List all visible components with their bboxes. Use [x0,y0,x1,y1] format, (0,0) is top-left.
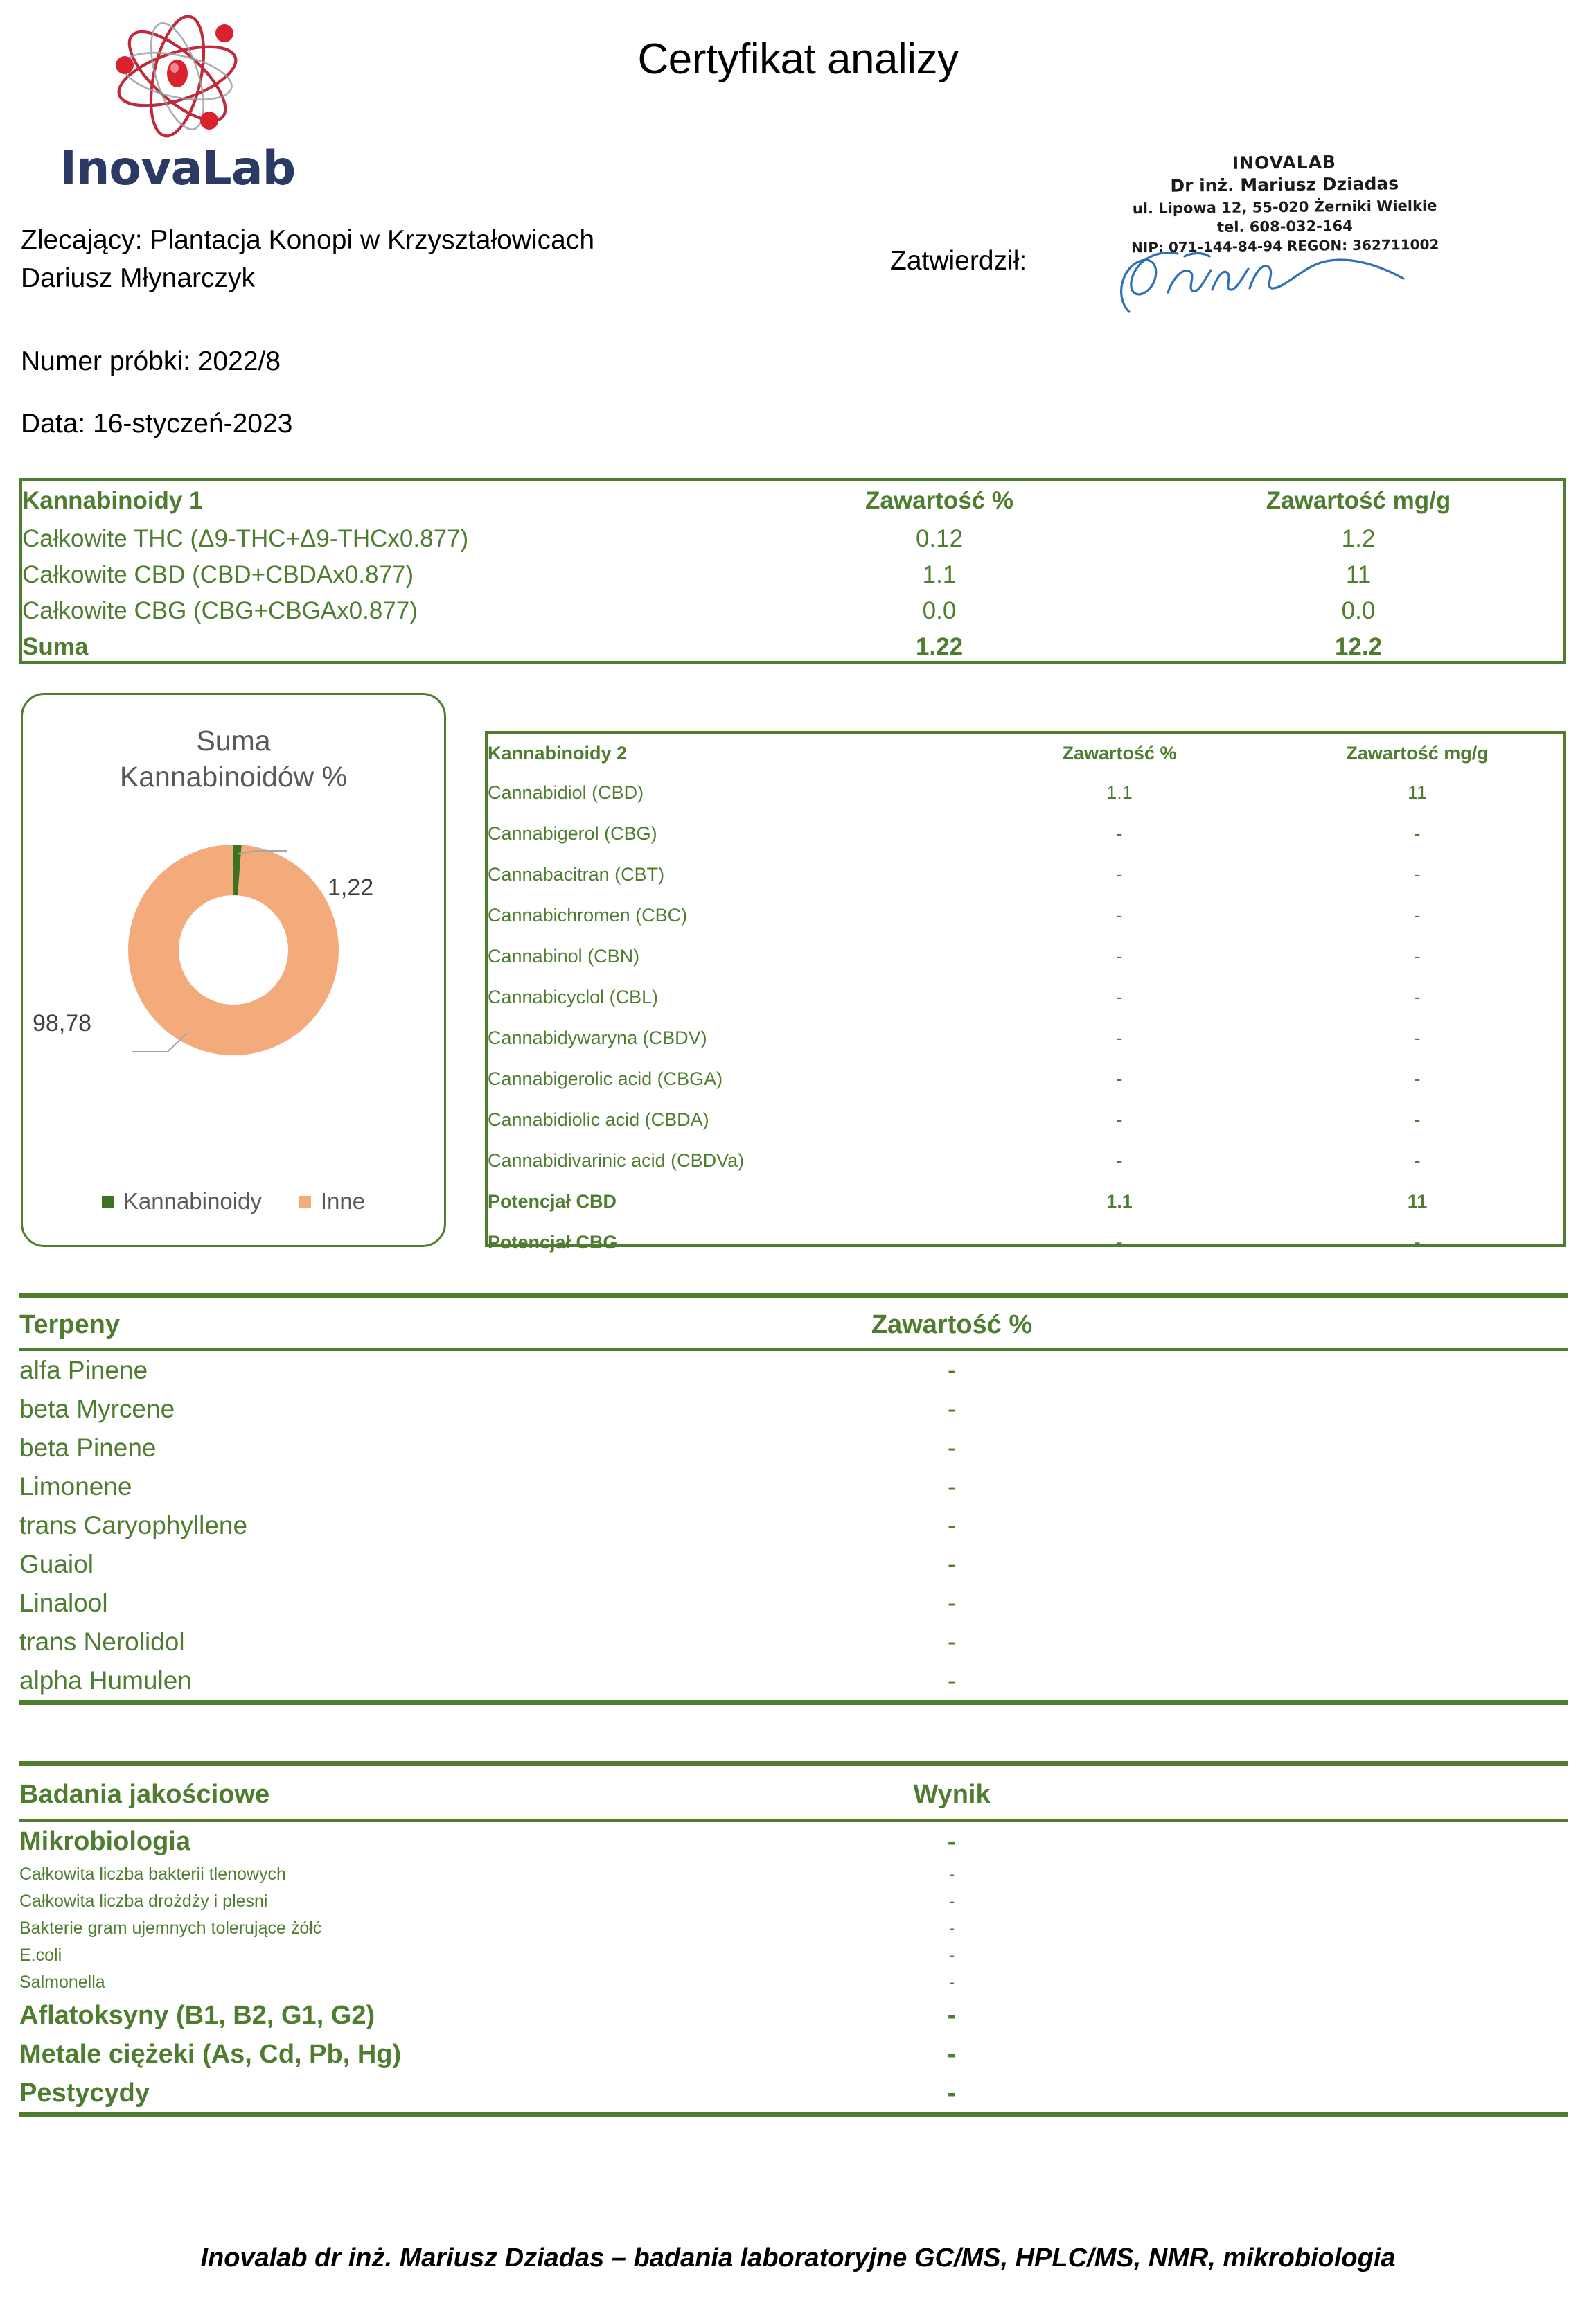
row-label: Całkowita liczba bakterii tlenowych [19,1864,286,1884]
table-row [19,1661,1568,1700]
client-line-2: Dariusz Młynarczyk [21,263,256,293]
row-percent: 1.1 [922,561,957,588]
row-percent: - [1116,864,1123,885]
spacer-cell [1208,2074,1568,2112]
chart-legend [23,1188,444,1215]
table-row [488,1100,1563,1140]
row-label: trans Nerolidol [19,1627,185,1656]
total-percent: 1.1 [1106,1191,1133,1212]
row-label: beta Myrcene [19,1395,175,1423]
spacer-cell [1208,1888,1568,1915]
row-result: - [948,1891,955,1911]
row-label: Bakterie gram ujemnych tolerujące żółć [19,1918,322,1938]
row-label: Cannabidiolic acid (CBDA) [488,1109,709,1130]
legend-label-kannabinoidy: Kannabinoidy [123,1188,262,1214]
row-mgg: - [1414,1068,1421,1089]
row-mgg: - [1414,1027,1421,1048]
donut-svg [85,808,382,1085]
row-label: alfa Pinene [19,1356,148,1384]
chart-title-line-2: Kannabinoidów % [119,761,348,793]
table-row [19,2074,1568,2112]
table-row [22,557,1563,593]
row-percent: - [1116,905,1123,926]
table-row [19,1996,1568,2035]
row-percent: - [947,1627,957,1656]
row-label: beta Pinene [19,1433,157,1462]
analysis-date: Data: 16-styczeń-2023 [21,409,293,439]
row-label: Metale ciężeki (As, Cd, Pb, Hg) [19,2039,402,2069]
row-percent: - [1116,1109,1123,1130]
row-label: trans Caryophyllene [19,1511,248,1539]
column-header: Wynik [913,1779,991,1809]
table-row [19,1390,1568,1429]
column-header: Badania jakościowe [19,1779,270,1809]
table-row [19,1888,1568,1915]
table-row [488,1140,1563,1181]
terpenes-bottom-rule [19,1700,1568,1705]
page-title: Certyfikat analizy [637,35,959,83]
row-percent: - [947,1356,957,1384]
row-result: - [948,1973,955,1992]
row-label: Całkowite CBD (CBD+CBDAx0.877) [22,561,414,588]
spacer-cell [1208,1545,1568,1584]
row-mgg: - [1414,1109,1421,1130]
chart-label-inne: 98,78 [33,1009,92,1036]
table-header-row [22,481,1563,521]
total-percent: 1.22 [915,633,964,660]
terpenes-header-body [19,1298,1568,1348]
row-mgg: 0.0 [1341,597,1376,624]
row-label: Pestycydy [19,2078,150,2108]
chart-title [23,723,444,795]
row-mgg: - [1414,905,1421,926]
spacer-cell [1208,1942,1568,1969]
table-header-row [19,1298,1568,1348]
row-percent: 1.1 [1106,782,1133,803]
row-mgg: 11 [1407,782,1428,803]
stamp-line-4: tel. 608-032-164 [1216,217,1353,236]
row-result: - [948,1945,955,1965]
column-header: Zawartość mg/g [1266,487,1451,514]
spacer-cell [1208,1467,1568,1506]
table-row [19,1942,1568,1969]
stamp-line-2: Dr inż. Mariusz Dziadas [1170,173,1399,196]
spacer-cell [1208,1661,1568,1700]
column-header: Terpeny [19,1309,121,1339]
row-result: - [948,1918,955,1938]
table-row [19,1467,1568,1506]
quality-top-rule [19,1761,1568,1766]
spacer-cell [1208,2035,1568,2074]
table-row [22,593,1563,629]
row-percent: - [1116,1027,1123,1048]
spacer-cell [1208,1623,1568,1661]
row-mgg: 11 [1345,561,1372,588]
spacer-cell [1208,1861,1568,1888]
spacer-cell [1208,1351,1568,1390]
row-label: Całkowita liczba drożdży i plesni [19,1891,268,1911]
row-percent: - [947,1433,957,1462]
row-percent: - [947,1395,957,1423]
spacer-cell [1208,1298,1568,1348]
row-label: Cannabidywaryna (CBDV) [488,1027,707,1048]
row-label: Cannabicyclol (CBL) [488,987,659,1007]
document-header [0,0,1596,457]
row-label: Aflatoksyny (B1, B2, G1, G2) [19,2000,375,2030]
spacer-cell [1208,1915,1568,1942]
company-stamp [1104,150,1466,313]
total-mgg: - [1414,1232,1421,1253]
spacer-cell [1208,1506,1568,1545]
row-mgg: - [1414,946,1421,967]
table-row [19,1506,1568,1545]
chart-label-kannabinoidy: 1,22 [328,874,374,901]
table-row [488,936,1563,977]
row-percent: - [1116,1150,1123,1171]
table-row [488,1059,1563,1100]
row-percent: - [947,1666,957,1695]
row-percent: - [1116,823,1123,844]
table-row [488,773,1563,813]
row-label: Cannabidiol (CBD) [488,782,644,803]
row-result: - [947,2000,957,2030]
table-header-row [19,1766,1568,1819]
table-row [19,1861,1568,1888]
legend-swatch-kannabinoidy [102,1196,114,1208]
table-row [488,977,1563,1018]
row-label: Całkowite CBG (CBG+CBGAx0.877) [22,597,418,624]
quality-bottom-rule [19,2112,1568,2117]
table-row [19,1351,1568,1390]
row-label: Cannabigerolic acid (CBGA) [488,1068,723,1089]
stamp-line-3: ul. Lipowa 12, 55-020 Żerniki Wielkie [1132,197,1437,218]
table-total-row [488,1181,1563,1222]
table-row [488,1018,1563,1059]
row-percent: 0.0 [922,597,957,624]
column-header: Zawartość % [1062,742,1177,764]
table-row [488,854,1563,895]
table-row [488,813,1563,854]
table-row [19,1822,1568,1861]
chart-title-line-1: Suma [196,725,271,757]
row-result: - [948,1864,955,1884]
row-result: - [947,2039,957,2069]
row-label: Mikrobiologia [19,1826,190,1856]
table-row [19,1545,1568,1584]
row-label: E.coli [19,1945,62,1965]
table-row [19,1584,1568,1623]
row-mgg: - [1414,864,1421,885]
column-header: Zawartość % [865,487,1013,514]
row-percent: - [947,1550,957,1578]
row-label: Cannabidivarinic acid (CBDVa) [488,1150,745,1171]
row-mgg: - [1414,987,1421,1007]
cannabinoids-2-table [485,731,1566,1253]
legend-label-inne: Inne [320,1188,366,1214]
table-row [19,1623,1568,1661]
stamp-line-1: INOVALAB [1232,152,1337,173]
spacer-cell [1208,1969,1568,1996]
total-label: Potencjał CBD [488,1191,617,1212]
row-label: Salmonella [19,1973,105,1992]
total-percent: - [1116,1232,1123,1253]
legend-swatch-inne [299,1196,311,1208]
legend-item-kannabinoidy [102,1188,262,1215]
legend-item-inne [299,1188,365,1215]
total-label: Suma [22,633,89,660]
row-percent: - [1116,987,1123,1007]
table-row [488,895,1563,936]
sample-number: Numer próbki: 2022/8 [21,346,281,376]
donut-chart [23,808,444,1113]
row-percent: - [1116,1068,1123,1089]
cannabinoids-2-body [488,734,1563,1263]
cannabinoid-sum-chart-card [21,693,446,1247]
row-percent: 0.12 [915,525,964,552]
row-label: Cannabacitran (CBT) [488,864,665,885]
table-row [19,1429,1568,1467]
cannabinoids-1-body [22,481,1563,665]
spacer-cell [1208,1822,1568,1861]
approved-by-label: Zatwierdził: [890,246,1027,276]
row-label: Guaiol [19,1550,94,1578]
row-percent: - [1116,946,1123,967]
table-total-row [22,629,1563,665]
total-mgg: 11 [1407,1191,1428,1212]
row-mgg: - [1414,823,1421,844]
table-row [19,1915,1568,1942]
row-percent: - [947,1589,957,1617]
spacer-cell [1208,1996,1568,2035]
row-mgg: - [1414,1150,1421,1171]
quality-table [19,1761,1568,2117]
table-total-row [488,1222,1563,1263]
quality-header-body [19,1766,1568,1819]
page-footer: Inovalab dr inż. Mariusz Dziadas – badania laboratoryjne GC/MS, HPLC/MS, NMR, mikrobiologia [200,2243,1396,2273]
row-percent: - [947,1472,957,1501]
row-label: Cannabinol (CBN) [488,946,640,967]
spacer-cell [1208,1390,1568,1429]
table-row [19,1969,1568,1996]
client-line-1: Zlecający: Plantacja Konopi w Krzyształowicach [21,225,595,255]
row-label: Limonene [19,1472,132,1501]
terpenes-table [19,1293,1568,1705]
terpenes-top-rule [19,1293,1568,1298]
row-label: Cannabichromen (CBC) [488,905,688,926]
row-label: Cannabigerol (CBG) [488,823,657,844]
row-mgg: 1.2 [1341,525,1376,552]
row-percent: - [947,1511,957,1539]
table-header-row [488,734,1563,773]
column-header: Zawartość mg/g [1346,742,1489,764]
spacer-cell [1208,1429,1568,1467]
cannabinoids-1-table [19,478,1566,664]
quality-body [19,1822,1568,2112]
table-row [22,521,1563,557]
total-mgg: 12.2 [1334,633,1383,660]
column-header: Kannabinoidy 1 [22,487,203,514]
total-label: Potencjał CBG [488,1232,618,1253]
terpenes-body [19,1351,1568,1700]
row-result: - [947,2078,957,2108]
logo-wordmark: InovaLab [59,141,296,196]
table-row [19,2035,1568,2074]
row-result: - [947,1826,957,1856]
spacer-cell [1208,1766,1568,1819]
column-header: Zawartość % [871,1309,1033,1339]
column-header: Kannabinoidy 2 [488,742,628,764]
stamp-line-5: NIP: 071-144-84-94 REGON: 362711002 [1130,236,1439,256]
row-label: alpha Humulen [19,1666,192,1695]
row-label: Linalool [19,1589,108,1617]
spacer-cell [1208,1584,1568,1623]
row-label: Całkowite THC (Δ9-THC+Δ9-THCx0.877) [22,525,469,552]
